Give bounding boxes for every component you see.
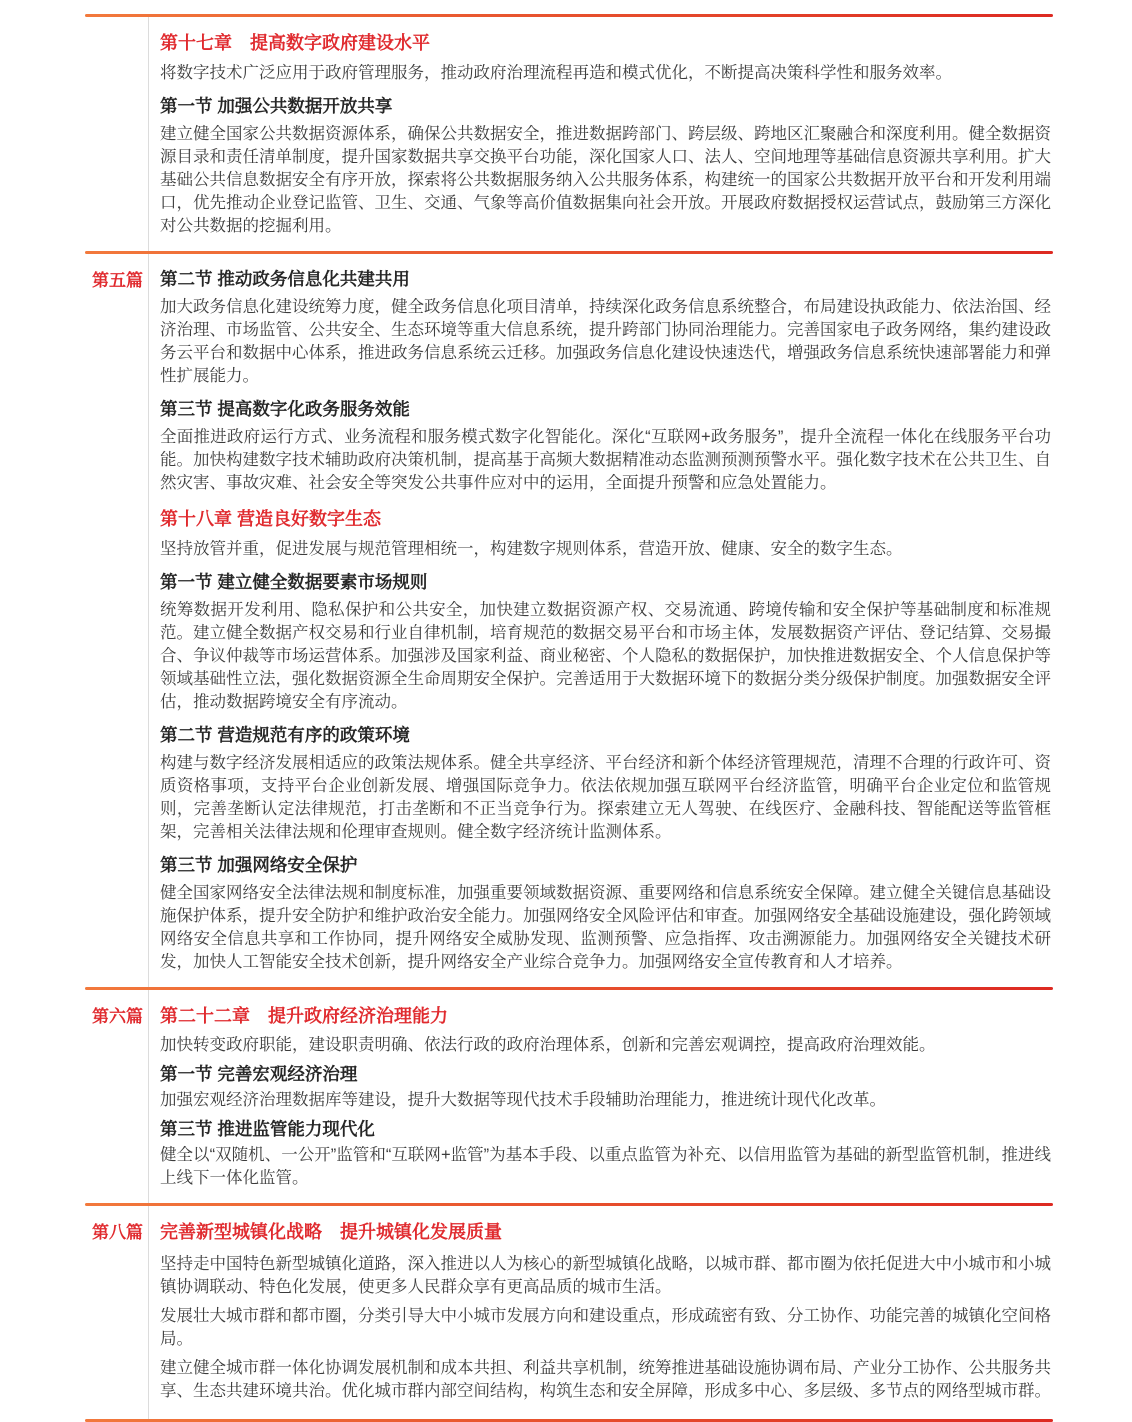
part-divider — [85, 987, 1053, 990]
part-label: 第五篇 — [92, 271, 143, 290]
part-content — [148, 25, 1053, 241]
document-page — [85, 14, 1053, 1422]
body-paragraph: 健全以“双随机、一公开”监管和“互联网+监管”为基本手段、以重点监管为补充、以信用监管为基础的新型监管机制，推进线上线下一体化监管。 — [160, 1146, 1051, 1187]
part-content — [148, 262, 1053, 977]
chapter-heading: 第二十二章 提升政府经济治理能力 — [160, 1006, 448, 1026]
section-heading: 第一节 加强公共数据开放共享 — [160, 96, 393, 116]
part-divider — [85, 251, 1053, 254]
body-paragraph: 全面推进政府运行方式、业务流程和服务模式数字化智能化。深化“互联网+政务服务”，提升全流程一体化在线服务平台功能。加快构建数字技术辅助政府决策机制，提高基于高频大数据精准动态监测预测预警水平。强化数字技术在公共卫生、自然灾害、事故灾难、社会安全等突发公共事件应对中的运用，全面提升预警和应急处置能力。 — [160, 428, 1051, 492]
section-heading: 第三节 推进监管能力现代化 — [160, 1119, 375, 1139]
column-rule — [148, 16, 149, 1422]
body-paragraph: 坚持走中国特色新型城镇化道路，深入推进以人为核心的新型城镇化战略，以城市群、都市圈为依托促进大中小城市和小城镇协调联动、特色化发展，使更多人民群众享有更高品质的城市生活。 — [160, 1255, 1051, 1296]
body-paragraph: 加大政务信息化建设统筹力度，健全政务信息化项目清单，持续深化政务信息系统整合，布局建设执政能力、依法治国、经济治理、市场监管、公共安全、生态环境等重大信息系统，提升跨部门协同治理能力。完善国家电子政务网络，集约建设政务云平台和数据中心体系，推进政务信息系统云迁移。加强政务信息化建设快速迭代，增强政务信息系统快速部署能力和弹性扩展能力。 — [160, 298, 1051, 385]
body-paragraph: 建立健全国家公共数据资源体系，确保公共数据安全，推进数据跨部门、跨层级、跨地区汇聚融合和深度利用。健全数据资源目录和责任清单制度，提升国家数据共享交换平台功能，深化国家人口、法人、空间地理等基础信息资源共享利用。扩大基础公共信息数据安全有序开放，探索将公共数据服务纳入公共服务体系，构建统一的国家公共数据开放平台和开发利用端口，优先推动企业登记监管、卫生、交通、气象等高价值数据集向社会开放。开展政府数据授权运营试点，鼓励第三方深化对公共数据的挖掘利用。 — [160, 125, 1051, 235]
part-row — [85, 254, 1053, 987]
part-content — [148, 998, 1053, 1193]
body-paragraph: 加快转变政府职能，建设职责明确、依法行政的政府治理体系，创新和完善宏观调控，提高政府治理效能。 — [160, 1036, 936, 1054]
part-label-column — [85, 262, 148, 977]
part-label-column — [85, 25, 148, 241]
body-paragraph: 健全国家网络安全法律法规和制度标准，加强重要领域数据资源、重要网络和信息系统安全保障。建立健全关键信息基础设施保护体系，提升安全防护和维护政治安全能力。加强网络安全风险评估和审查。加强网络安全基础设施建设，强化跨领域网络安全信息共享和工作协同，提升网络安全威胁发现、监测预警、应急指挥、攻击溯源能力。加强网络安全关键技术研发，加快人工智能安全技术创新，提升网络安全产业综合竞争力。加强网络安全宣传教育和人才培养。 — [160, 884, 1051, 971]
part-label-column — [85, 998, 148, 1193]
part-row — [85, 1206, 1053, 1419]
part-label: 第八篇 — [92, 1223, 143, 1242]
part-divider — [85, 1203, 1053, 1206]
body-paragraph: 发展壮大城市群和都市圈，分类引导大中小城市发展方向和建设重点，形成疏密有致、分工协作、功能完善的城镇化空间格局。 — [160, 1307, 1051, 1348]
body-paragraph: 构建与数字经济发展相适应的政策法规体系。健全共享经济、平台经济和新个体经济管理规范，清理不合理的行政许可、资质资格事项，支持平台企业创新发展、增强国际竞争力。依法依规加强互联网平台经济监管，明确平台企业定位和监管规则，完善垄断认定法律规范，打击垄断和不正当竞争行为。探索建立无人驾驶、在线医疗、金融科技、智能配送等监管框架，完善相关法律法规和伦理审查规则。健全数字经济统计监测体系。 — [160, 754, 1051, 841]
body-paragraph: 将数字技术广泛应用于政府管理服务，推动政府治理流程再造和模式优化，不断提高决策科学性和服务效率。 — [160, 64, 952, 82]
body-paragraph: 坚持放管并重，促进发展与规范管理相统一，构建数字规则体系，营造开放、健康、安全的数字生态。 — [160, 540, 903, 558]
body-paragraph: 统筹数据开发利用、隐私保护和公共安全，加快建立数据资源产权、交易流通、跨境传输和安全保护等基础制度和标准规范。建立健全数据产权交易和行业自律机制，培育规范的数据交易平台和市场主体，发展数据资产评估、登记结算、交易撮合、争议仲裁等市场运营体系。加强涉及国家利益、商业秘密、个人隐私的数据保护，加快推进数据安全、个人信息保护等领域基础性立法，强化数据资源全生命周期安全保护。完善适用于大数据环境下的数据分类分级保护制度。加强数据安全评估，推动数据跨境安全有序流动。 — [160, 601, 1051, 711]
part-row — [85, 990, 1053, 1203]
chapter-heading: 完善新型城镇化战略 提升城镇化发展质量 — [160, 1222, 502, 1242]
section-heading: 第三节 加强网络安全保护 — [160, 855, 358, 875]
section-heading: 第一节 建立健全数据要素市场规则 — [160, 572, 428, 592]
body-paragraph: 加强宏观经济治理数据库等建设，提升大数据等现代技术手段辅助治理能力，推进统计现代化改革。 — [160, 1091, 886, 1109]
section-heading: 第三节 提高数字化政务服务效能 — [160, 399, 410, 419]
part-divider — [85, 14, 1053, 17]
part-row — [85, 17, 1053, 251]
section-heading: 第二节 推动政务信息化共建共用 — [160, 269, 410, 289]
part-label: 第六篇 — [92, 1007, 143, 1026]
body-paragraph: 建立健全城市群一体化协调发展机制和成本共担、利益共享机制，统筹推进基础设施协调布局、产业分工协作、公共服务共享、生态共建环境共治。优化城市群内部空间结构，构筑生态和安全屏障，形成多中心、多层级、多节点的网络型城市群。 — [160, 1359, 1051, 1400]
part-content — [148, 1214, 1053, 1409]
section-heading: 第二节 营造规范有序的政策环境 — [160, 725, 410, 745]
chapter-heading: 第十七章 提高数字政府建设水平 — [160, 33, 430, 53]
part-label-column — [85, 1214, 148, 1409]
chapter-heading: 第十八章 营造良好数字生态 — [160, 509, 381, 529]
section-heading: 第一节 完善宏观经济治理 — [160, 1064, 358, 1084]
